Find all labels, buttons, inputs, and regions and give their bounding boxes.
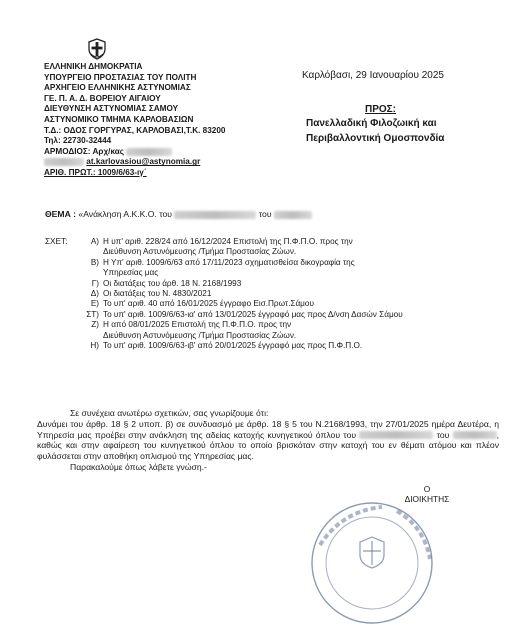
reference-mark: Δ) (90, 289, 99, 299)
reference-mark: Β) (90, 257, 99, 267)
reference-text: Η Υπ' αριθ. 1009/6/63 από 17/11/2023 σχηματισθείσα δικογραφία της (103, 257, 355, 267)
redacted-name (359, 431, 433, 439)
header-line: ΓΕ. Π. Α. Δ. ΒΟΡΕΙΟΥ ΑΙΓΑΙΟΥ (44, 93, 161, 103)
reference-text: Υπηρεσίας μας (103, 268, 159, 278)
reference-mark: Η) (90, 341, 99, 351)
body-closing: Παρακαλούμε όπως λάβετε γνώση.- (70, 461, 207, 472)
responsible-line (44, 147, 225, 158)
reference-item (45, 289, 403, 299)
body-text: Δυνάμει του άρθρ. 18 § 2 υποπ. β) σε συνδυασμό με άρθρ. 18 § 5 του Ν.2168/1993, την 27/01/2025 ημέρα Δευτέρα, η Υπηρεσία μας προέβει στην ανάκληση της αδείας κατοχής κυνηγετικού όπλου του (37, 418, 499, 440)
reference-mark: Ζ) (91, 320, 99, 330)
reference-text: Η υπ' αριθ. 228/24 από 16/12/2024 Επιστολή της Π.Φ.Π.Ο. προς την (103, 237, 353, 246)
reference-mark (77, 268, 103, 278)
reference-text: Οι διατάξεις του άρθ. 18 Ν. 2168/1993 (103, 278, 242, 288)
reference-item (45, 331, 403, 341)
redacted-name (126, 148, 172, 156)
email-link[interactable]: at.karlovasiou@astynomia.gr (86, 157, 201, 167)
reference-item (45, 237, 403, 247)
protocol-number: ΑΡΙΘ. ΠΡΩΤ.: 1009/6/63-ιγ΄ (44, 167, 147, 177)
reference-text: Το υπ' αριθ. 1009/6/63-ια' από 13/01/2025 έγγραφό μας προς Δ/νση Δασών Σάμου (103, 309, 403, 319)
reference-item (45, 268, 403, 278)
body-text: , καθώς και στην αφαίρεση του κυνηγετικού όπλου το οποίο βρισκόταν στην κατοχή του εν θέματι ατόμου και πλέον φυλάσσεται στην αποθήκη οπλισμού της Υπηρεσίας μας. (37, 429, 500, 462)
address-line: Τ.Δ.: ΟΔΟΣ ΓΟΡΓΥΡΑΣ, ΚΑΡΛΟΒΑΣΙ,Τ.Κ. 83200 (44, 125, 226, 135)
recipient-line-1: Πανελλαδική Φιλοζωική και (306, 118, 437, 129)
email-line (44, 157, 225, 168)
signature-line-1: Ο (423, 484, 431, 494)
redacted-name (174, 211, 256, 219)
reference-item (45, 320, 403, 330)
responsible-label: ΑΡΜΟΔΙΟΣ: Αρχ/κας (44, 146, 125, 156)
body-intro: Σε συνέχεια ανωτέρω σχετικών, σας γνωρίζουμε ότι: (70, 408, 269, 418)
redacted-name (453, 431, 497, 439)
sender-header (44, 62, 225, 179)
signature-line-2: ΔΙΟΙΚΗΤΗΣ (404, 494, 450, 504)
reference-mark: Α) (90, 237, 99, 246)
phone-line: Τηλ: 22730-32444 (44, 136, 112, 146)
recipient-label: ΠΡΟΣ: (365, 104, 397, 115)
reference-mark: Ε) (90, 299, 99, 309)
header-line: ΥΠΟΥΡΓΕΙΟ ΠΡΟΣΤΑΣΙΑΣ ΤΟΥ ΠΟΛΙΤΗ (44, 72, 197, 82)
reference-mark: ΣΤ) (86, 309, 99, 319)
reference-item (45, 310, 403, 320)
reference-item (45, 279, 403, 289)
header-line: ΑΡΧΗΓΕΙΟ ΕΛΛΗΝΙΚΗΣ ΑΣΤΥΝΟΜΙΑΣ (44, 83, 191, 93)
header-line: ΑΣΤΥΝΟΜΙΚΟ ΤΜΗΜΑ ΚΑΡΛΟΒΑΣΙΩΝ (44, 114, 194, 124)
document-date: Καρλόβασι, 29 Ιανουαρίου 2025 (302, 70, 444, 81)
official-stamp-icon (302, 493, 442, 633)
reference-item (45, 258, 403, 268)
redacted-prefix (44, 158, 84, 166)
greek-emblem-icon (86, 38, 108, 60)
references-list (45, 237, 403, 351)
header-line: ΔΙΕΥΘΥΝΣΗ ΑΣΤΥΝΟΜΙΑΣ ΣΑΜΟΥ (44, 104, 179, 114)
header-line: ΕΛΛΗΝΙΚΗ ΔΗΜΟΚΡΑΤΙΑ (44, 62, 143, 71)
body-text: του (436, 429, 450, 440)
reference-item (45, 247, 403, 257)
reference-text: Το υπ' αριθ. 1009/6/63-ιβ' από 20/01/2025 έγγραφό μας προς Π.Φ.Π.Ο. (103, 341, 363, 351)
subject-line (45, 209, 312, 219)
reference-mark (77, 247, 103, 257)
reference-text: Διεύθυνση Αστυνόμευσης /Τμήμα Προστασίας Ζώων. (103, 330, 297, 340)
redacted-name (274, 211, 312, 219)
references-label: ΣΧΕΤ: (45, 237, 68, 246)
subject-text-2: του (258, 209, 272, 219)
reference-text: Η από 08/01/2025 Επιστολή της Π.Φ.Π.Ο. προς την (103, 320, 292, 330)
subject-text: «Ανάκληση Α.Κ.Κ.Ο. του (78, 209, 172, 219)
reference-text: Διεύθυνση Αστυνόμευσης /Τμήμα Προστασίας Ζώων. (103, 247, 297, 257)
reference-item (45, 341, 403, 351)
reference-mark (77, 331, 103, 341)
reference-text: Το υπ' αριθ. 40 από 16/01/2025 έγγραφο Εισ.Πρωτ.Σάμου (103, 299, 314, 309)
letter-body (37, 408, 499, 473)
recipient-line-2: Περιβαλλοντική Ομοσπονδία (306, 133, 445, 144)
reference-mark: Γ) (91, 278, 99, 288)
subject-label: ΘΕΜΑ : (45, 209, 77, 219)
reference-text: Οι διατάξεις του Ν. 4830/2021 (103, 289, 212, 299)
reference-item (45, 299, 403, 309)
body-paragraph (37, 419, 499, 462)
